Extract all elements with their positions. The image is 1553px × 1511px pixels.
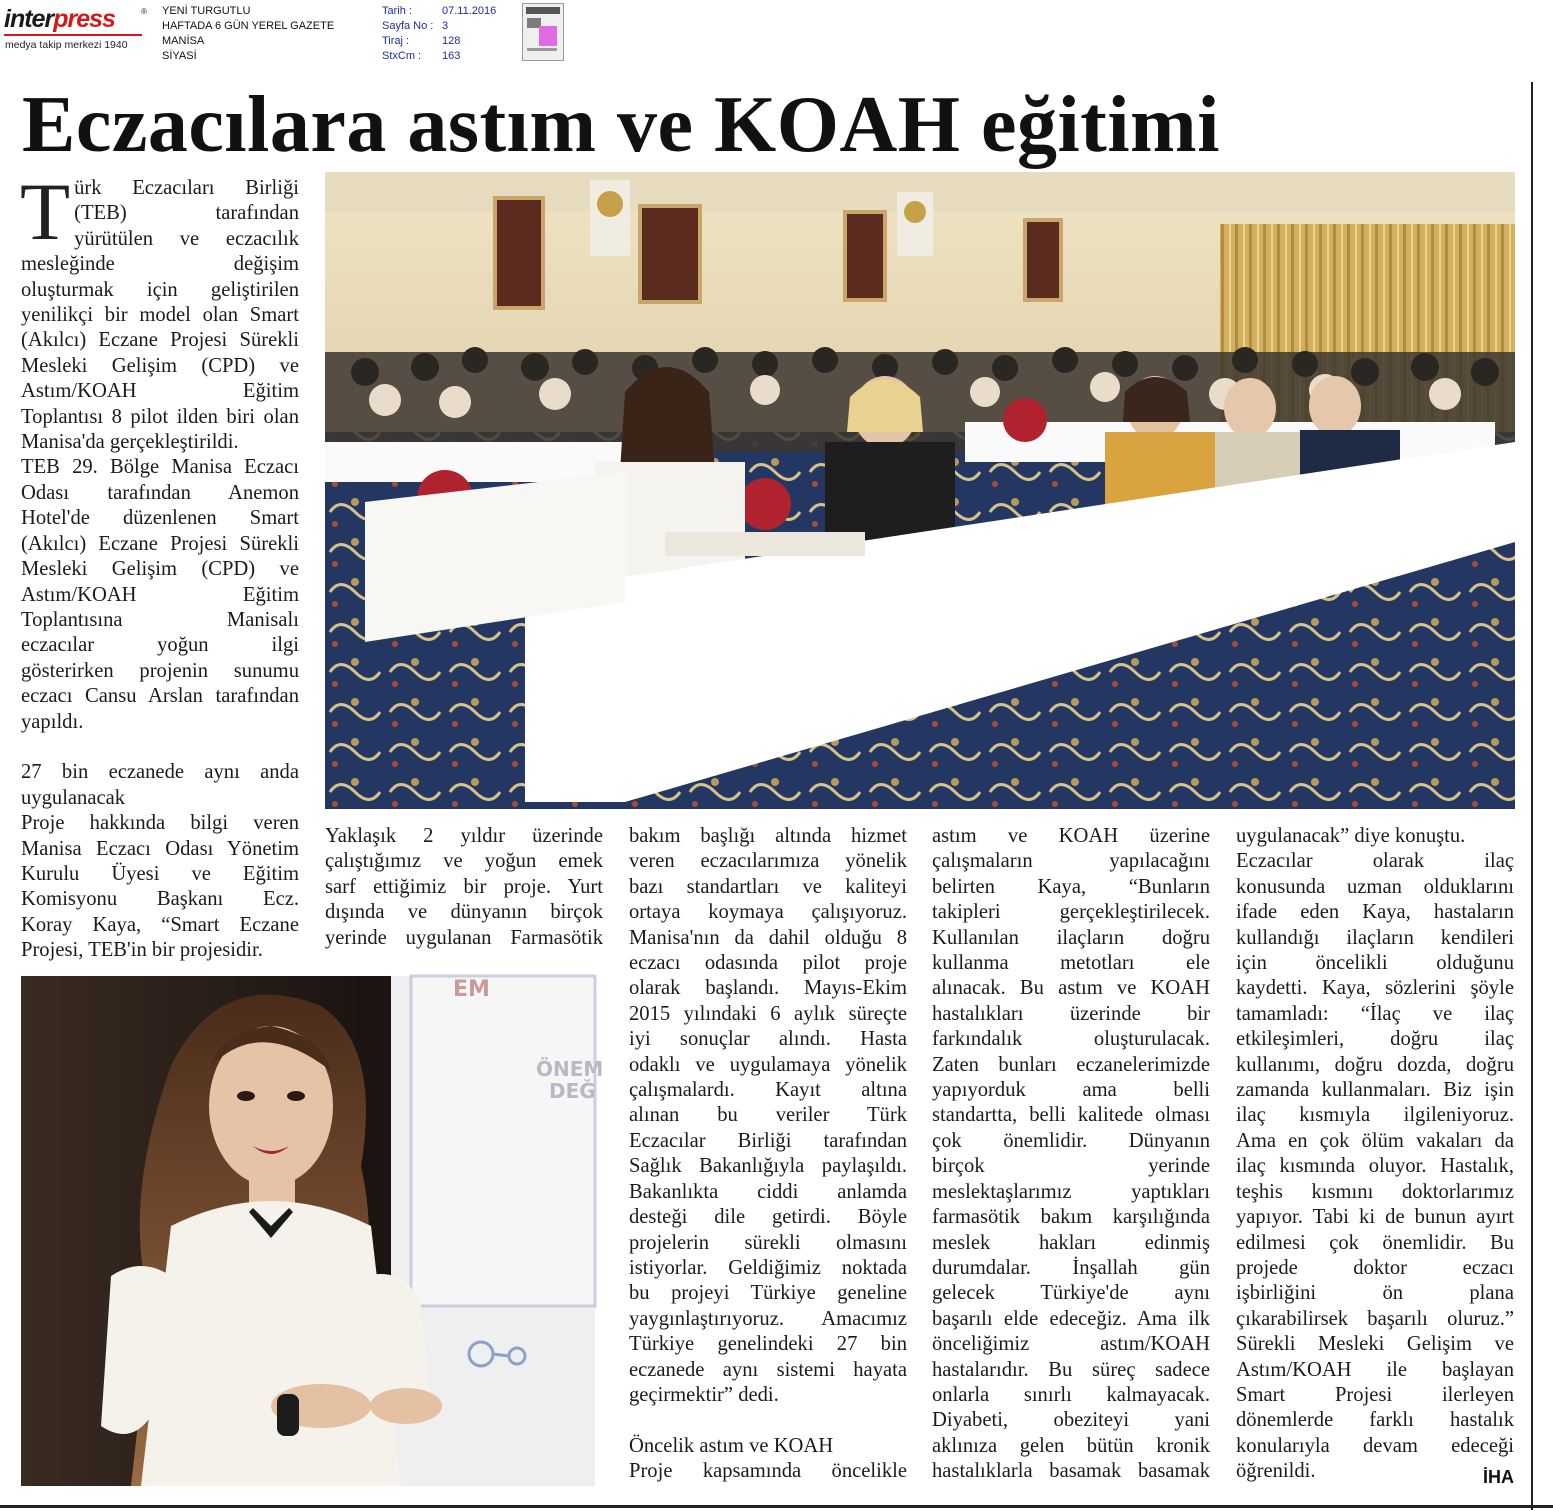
text-line: Kurulu Üyesi ve Eğitim (21, 862, 299, 885)
text-line: Sağlık Bakanlığıyla paylaşıldı. (629, 1155, 907, 1178)
text-line: 27 bin eczanede aynı anda (21, 761, 299, 784)
publication-name: YENİ TURGUTLU (162, 5, 251, 17)
text-line: geçirmektir” dedi. (629, 1383, 779, 1406)
text-line: edilmesi çok önemlidir. Bu (1236, 1231, 1514, 1254)
text-line: Eczacılar olarak ilaç (1236, 850, 1514, 873)
text-line: Manisa'da gerçekleştirildi. (21, 431, 239, 454)
text-line: belirten Kaya, “Bunların (932, 875, 1210, 898)
field-value: 07.11.2016 (442, 5, 497, 17)
text-line: Hotel'de düzenlenen Smart (21, 507, 299, 530)
text-line: Odası tarafından Anemon (21, 481, 299, 504)
text-line: çok önemlidir. Dünyanın (932, 1129, 1210, 1152)
text-line: Mesleki Gelişim (CPD) ve (21, 558, 299, 581)
text-line: zamanda kullanmaları. Biz işin (1236, 1079, 1514, 1102)
text-line: aklınıza gelen bütün kronik (932, 1434, 1210, 1457)
text-line: konusunda uzman olduklarını (1236, 875, 1514, 898)
text-line: veren eczacılarımıza yönelik (629, 850, 907, 873)
field-row-page (382, 19, 522, 34)
text-line: yapıldı. (21, 710, 84, 733)
text-line: bakım başlığı altında hizmet (629, 825, 907, 847)
text-line: gelecek Türkiye'de aynı (932, 1282, 1210, 1305)
field-row-date (382, 4, 522, 19)
field-key: Tiraj : (382, 35, 410, 47)
text-line: yenilikçi bir model olan Smart (21, 304, 299, 327)
text-line: yerinde uygulanan Farmasötik (325, 926, 603, 949)
text-line: sarf ettiğimiz bir proje. Yurt (325, 875, 603, 898)
text-line: kullanımı, doğru dozda, doğru (1236, 1053, 1514, 1076)
screen-text-3: DEĞ (549, 1079, 596, 1103)
text-line: çalışmalardı. Kayıt altına (629, 1079, 907, 1102)
screen-text-2: ÖNEM (536, 1057, 604, 1081)
text-line: TEB 29. Bölge Manisa Eczacı (21, 456, 299, 479)
thumbnail-masthead (526, 7, 560, 14)
text-line: Yaklaşık 2 yıldır üzerinde (325, 825, 603, 847)
text-line: uygulanacak (21, 786, 126, 809)
text-line: (TEB) tarafından (74, 202, 299, 225)
logo-text-a: inter (4, 5, 54, 33)
col1-body (20, 166, 299, 964)
text-line: Manisa'nın da dahil olduğu 8 (629, 926, 907, 949)
text-line: meslek hakları edinmiş (932, 1231, 1210, 1254)
text-line: desteği dile getirdi. Böyle (629, 1206, 907, 1229)
field-value: 128 (442, 35, 461, 47)
text-line: Toplantısı 8 pilot ilden biri olan (21, 405, 299, 428)
audience-photo-graphic (325, 172, 1515, 809)
text-line: mesleğinde değişim (21, 253, 299, 276)
text-line: standartta, belli kalitede olması (932, 1104, 1210, 1127)
text-line: Kullanılan ilaçların doğru (932, 926, 1210, 949)
text-line: eczanede aynı sistemi hayata (629, 1358, 907, 1381)
text-line: Bakanlıkta ciddi anlamda (629, 1180, 907, 1203)
meeting-audience-photo (325, 172, 1515, 809)
text-line: projede doktor eczacı (1236, 1256, 1514, 1279)
text-line: tamamladı: “İlaç ve ilaç (1236, 1002, 1514, 1025)
text-line: Diyabeti, obeziteyi yani (932, 1409, 1210, 1432)
text-line: Proje kapsamında öncelikle (629, 1460, 907, 1483)
text-line: farmasötik bakım karşılığında (932, 1206, 1210, 1229)
text-line: yaygınlaştırıyoruz. Amacımız (629, 1307, 907, 1330)
publication-info (162, 4, 334, 64)
article-column-3 (629, 824, 907, 1485)
text-line: ürk Eczacıları Birliği (74, 177, 299, 199)
text-line: ilaç kısmıyla ilgileniyoruz. (1236, 1104, 1514, 1127)
article-column-2 (325, 824, 603, 951)
text-line: projelerin sürekli olmasını (629, 1231, 907, 1254)
text-line: meslektaşlarımız yaptıkları (932, 1180, 1210, 1203)
text-line: çalışmaların yapılacağını (932, 850, 1210, 873)
column-rule (1531, 82, 1533, 1510)
field-key: Tarih : (382, 5, 412, 17)
drop-cap: T (20, 166, 71, 257)
text-line: gösterirken projenin sunumu (21, 659, 299, 682)
text-line: (Akılcı) Eczane Projesi Sürekli (21, 532, 299, 555)
publication-city: MANİSA (162, 35, 205, 47)
clipping-header (0, 0, 1553, 68)
text-line: Astım/KOAH ile başlayan (1236, 1358, 1514, 1381)
text-line: hastalarıdır. Bu süreç sadece (932, 1358, 1210, 1381)
text-line: eczacı Cansu Arslan tarafından (21, 685, 299, 708)
text-line: Toplantısına Manisalı (21, 608, 299, 631)
article-column-1 (20, 166, 299, 964)
text-line: Proje hakkında bilgi veren (21, 812, 299, 835)
thumbnail-line (527, 48, 557, 51)
text-line: odaklı ve uygulamaya yönelik (629, 1053, 907, 1076)
text-line: farkındalık oluşturulacak. (932, 1028, 1210, 1051)
text-line: Manisa Eczacı Odası Yönetim (21, 837, 299, 860)
text-line: dışında ve dünyanın birçok (325, 901, 603, 924)
text-line: Eczacılar Birliği tarafından (629, 1129, 907, 1152)
text-line: eczacı odasında pilot proje (629, 952, 907, 975)
presenter-photo (21, 976, 604, 1486)
text-line: yapıyor. Tabi ki de bunun ayırt (1236, 1206, 1514, 1229)
text-line: dönemlerde farklı hastalık (1236, 1409, 1514, 1432)
text-line: yürütülen ve eczacılık (74, 227, 299, 250)
text-line: Smart Projesi ilerleyen (1236, 1383, 1514, 1406)
logo-wordmark (4, 4, 115, 34)
article-column-4 (932, 824, 1210, 1485)
text-line: alınan bu veriler Türk (629, 1104, 907, 1127)
logo-underline (4, 34, 142, 36)
text-line: Öncelik astım ve KOAH (629, 1434, 834, 1457)
text-line: takipleri gerçekleştirilecek. (932, 901, 1210, 924)
text-line: ortaya koymaya çalışıyoruz. (629, 901, 907, 924)
field-key: StxCm : (382, 50, 422, 62)
text-line: çıkarabilirsek başarılı oluruz.” (1236, 1307, 1514, 1330)
text-line: teşhis kısmını doktorlarımız (1236, 1180, 1514, 1203)
page-bottom-rule (0, 1505, 1553, 1508)
registered-mark: ® (141, 7, 147, 16)
text-line: Türkiye genelindeki 27 bin (629, 1333, 907, 1356)
text-line: istiyorlar. Geldiğimiz noktada (629, 1256, 907, 1279)
text-line: durumdalar. İnşallah gün (932, 1256, 1210, 1279)
field-row-stxcm (382, 49, 522, 64)
paragraph-gap (629, 1408, 907, 1433)
text-line: başarılı elde edeceğiz. Ama ilk (932, 1307, 1210, 1330)
text-line: Mesleki Gelişim (CPD) ve (21, 354, 299, 377)
publication-frequency: HAFTADA 6 GÜN YEREL GAZETE (162, 20, 335, 32)
screen-text-1: EM (453, 977, 490, 1002)
article-headline: Eczacılara astım ve KOAH eğitimi (22, 81, 1220, 169)
text-line: Zaten bunları eczanelerimizde (932, 1053, 1210, 1076)
text-line: Sürekli Mesleki Gelişim ve (1236, 1333, 1514, 1356)
text-line: 2015 yılındaki 6 aylık süreçte (629, 1002, 907, 1025)
thumbnail-highlight (539, 26, 557, 46)
text-line: konularıyla devam edeceği (1236, 1434, 1514, 1457)
text-line: bu projeyi Türkiye geneline (629, 1282, 907, 1305)
text-line: Komisyonu Başkanı Ecz. (21, 888, 299, 911)
text-line: işbirliğini ön plana (1236, 1282, 1514, 1305)
field-key: Sayfa No : (382, 20, 434, 32)
text-line: çalıştığımız ve yoğun emek (325, 850, 603, 873)
text-line: alınacak. Bu astım ve KOAH (932, 977, 1210, 1000)
logo-text-b: press (53, 5, 115, 33)
text-line: öğrenildi. (1236, 1460, 1316, 1483)
text-line: yapıyorduk ama belli (932, 1079, 1210, 1102)
clipping-fields (382, 4, 522, 64)
field-value: 163 (442, 50, 461, 62)
text-line: oluşturmak için geliştirilen (21, 278, 299, 301)
article-column-5 (1236, 824, 1514, 1485)
publication-category: SİYASİ (162, 50, 197, 62)
text-line: (Akılcı) Eczane Projesi Sürekli (21, 329, 299, 352)
text-line: Ama en çok ölüm vakaları da (1236, 1129, 1514, 1152)
text-line: hastalıkları üzerinde bir (932, 1002, 1210, 1025)
text-line: onlarla sınırlı kalmayacak. (932, 1383, 1210, 1406)
text-line: bazı standartları ve kaliteyi (629, 875, 907, 898)
text-line: kullandığı ilaçların kendileri (1236, 926, 1514, 949)
logo-subtitle: medya takip merkezi 1940 (5, 39, 128, 51)
text-line: eczacılar yoğun ilgi (21, 634, 299, 657)
text-line: kullanma metotları ele (932, 952, 1210, 975)
text-line: önceliğimiz astım/KOAH (932, 1333, 1210, 1356)
text-line: etkileşimleri, doğru ilaç (1236, 1028, 1514, 1051)
paragraph-gap (21, 735, 299, 760)
text-line: uygulanacak” diye konuştu. (1236, 825, 1466, 847)
field-row-circulation (382, 34, 522, 49)
text-line: ifade eden Kaya, hastaların (1236, 901, 1514, 924)
text-line: iyi sonuçlar alındı. Hasta (629, 1028, 907, 1051)
text-line: Astım/KOAH Eğitim (21, 583, 299, 606)
interpress-logo (4, 4, 154, 50)
text-line: Projesi, TEB'in bir projesidir. (21, 939, 263, 962)
text-line: olarak başlandı. Mayıs-Ekim (629, 977, 907, 1000)
news-agency-credit: İHA (1483, 1467, 1514, 1487)
text-line: ilaç kısmında oluyor. Hastalık, (1236, 1155, 1514, 1178)
text-line: hastalıklarla basamak basamak (932, 1460, 1210, 1483)
text-line: Astım/KOAH Eğitim (21, 380, 299, 403)
page-thumbnail[interactable] (522, 3, 564, 61)
text-line: birçok yerinde (932, 1155, 1210, 1178)
text-line: için öncelikli olduğunu (1236, 952, 1514, 975)
text-line: kaydetti. Kaya, sözlerini şöyle (1236, 977, 1514, 1000)
field-value: 3 (442, 20, 449, 32)
text-line: Koray Kaya, “Smart Eczane (21, 913, 299, 936)
text-line: astım ve KOAH üzerine (932, 825, 1210, 847)
presenter-photo-graphic (21, 976, 604, 1486)
